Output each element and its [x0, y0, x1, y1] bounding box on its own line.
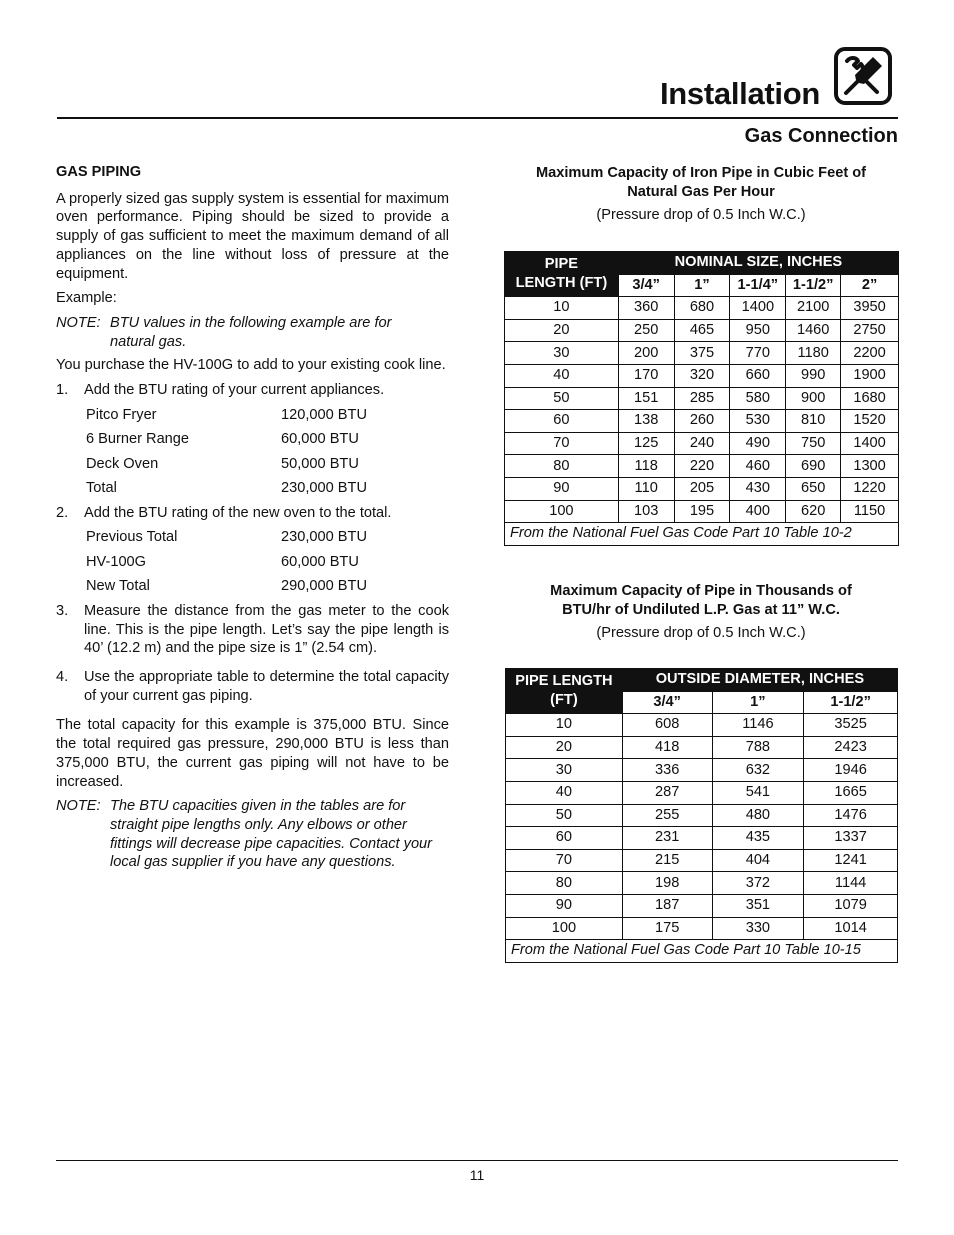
- item-name: Total: [86, 480, 117, 497]
- capacity-cell: 138: [618, 410, 674, 433]
- item-value: 230,000 BTU: [281, 529, 367, 546]
- item-name: HV-100G: [86, 553, 147, 570]
- capacity-cell: 660: [730, 364, 786, 387]
- purchase-paragraph: You purchase the HV-100G to add to your existing cook line.: [56, 357, 446, 374]
- table-row: [505, 364, 899, 387]
- capacity-cell: 151: [618, 387, 674, 410]
- capacity-cell: 1520: [841, 410, 899, 433]
- capacity-cell: 580: [730, 387, 786, 410]
- capacity-cell: 950: [730, 319, 786, 342]
- capacity-cell: 810: [786, 410, 841, 433]
- capacity-cell: 900: [786, 387, 841, 410]
- table-2-source-note: From the National Fuel Gas Code Part 10 Table 10-15: [506, 940, 898, 963]
- iron-pipe-capacity-table: [504, 251, 899, 546]
- capacity-cell: 1680: [841, 387, 899, 410]
- list-item: [86, 455, 367, 480]
- capacity-cell: 220: [674, 455, 730, 478]
- pipe-length-cell: 50: [505, 387, 619, 410]
- item-name: New Total: [86, 578, 150, 595]
- item-name: Previous Total: [86, 529, 178, 546]
- capacity-cell: 3525: [804, 714, 898, 737]
- capacity-cell: 1079: [804, 894, 898, 917]
- pipe-length-cell: 90: [506, 894, 623, 917]
- current-appliances-list: [86, 406, 367, 504]
- item-value: 120,000 BTU: [281, 406, 367, 423]
- capacity-cell: 2750: [841, 319, 899, 342]
- item-name: Deck Oven: [86, 455, 159, 472]
- capacity-cell: 650: [786, 477, 841, 500]
- list-item: [86, 479, 367, 504]
- capacity-cell: 1220: [841, 477, 899, 500]
- step-3: [56, 602, 449, 658]
- capacity-cell: 118: [618, 455, 674, 478]
- table-row: [505, 477, 899, 500]
- capacity-cell: 1400: [841, 432, 899, 455]
- step-4: [56, 668, 449, 705]
- section-title: Gas Connection: [744, 125, 898, 147]
- table-row: [506, 804, 898, 827]
- list-item: [86, 553, 367, 578]
- capacity-cell: 287: [622, 781, 712, 804]
- step-2-text: Add the BTU rating of the new oven to the total.: [84, 504, 392, 521]
- capacity-cell: 2100: [786, 297, 841, 320]
- capacity-cell: 460: [730, 455, 786, 478]
- pipe-length-cell: 50: [506, 804, 623, 827]
- capacity-cell: 215: [622, 849, 712, 872]
- table-1-size-header: 1-1/2”: [786, 274, 841, 297]
- capacity-cell: 285: [674, 387, 730, 410]
- capacity-cell: 110: [618, 477, 674, 500]
- capacity-cell: 1946: [804, 759, 898, 782]
- capacity-cell: 1460: [786, 319, 841, 342]
- step-2-number: 2.: [56, 504, 69, 521]
- table-1-size-header: 1”: [674, 274, 730, 297]
- step-4-number: 4.: [56, 669, 69, 686]
- step-3-number: 3.: [56, 602, 69, 619]
- capacity-cell: 530: [730, 410, 786, 433]
- pipe-length-cell: 40: [505, 364, 619, 387]
- capacity-cell: 330: [712, 917, 804, 940]
- capacity-cell: 231: [622, 827, 712, 850]
- table-row: [506, 781, 898, 804]
- capacity-cell: 400: [730, 500, 786, 523]
- capacity-cell: 1300: [841, 455, 899, 478]
- lp-gas-capacity-table: [505, 668, 898, 963]
- capacity-cell: 1241: [804, 849, 898, 872]
- list-item: [86, 528, 367, 553]
- table-row: [505, 342, 899, 365]
- capacity-cell: 195: [674, 500, 730, 523]
- capacity-cell: 1476: [804, 804, 898, 827]
- table-2-caption: Maximum Capacity of Pipe in Thousands of BTU/hr of Undiluted L.P. Gas at 11” W.C.: [550, 583, 852, 618]
- note-1-text: BTU values in the following example are for natural gas.: [110, 314, 392, 350]
- capacity-cell: 2200: [841, 342, 899, 365]
- item-name: 6 Burner Range: [86, 431, 190, 448]
- table-1-caption-block: [503, 164, 899, 225]
- capacity-cell: 255: [622, 804, 712, 827]
- table-1-subcaption: (Pressure drop of 0.5 Inch W.C.): [596, 207, 806, 223]
- capacity-cell: 198: [622, 872, 712, 895]
- capacity-cell: 360: [618, 297, 674, 320]
- capacity-cell: 351: [712, 894, 804, 917]
- capacity-cell: 250: [618, 319, 674, 342]
- capacity-cell: 170: [618, 364, 674, 387]
- table-2-caption-block: [503, 582, 899, 643]
- capacity-cell: 435: [712, 827, 804, 850]
- table-row: [506, 917, 898, 940]
- table-2-size-header: 1”: [712, 691, 804, 714]
- table-1-size-header: 3/4”: [618, 274, 674, 297]
- table-row: [506, 894, 898, 917]
- capacity-cell: 103: [618, 500, 674, 523]
- step-3-text: Measure the distance from the gas meter to the cook line. This is the pipe length. Let’s say the pipe length is 40’ (12.2 m) and the pipe size is 1” (2.54 cm).: [84, 602, 449, 657]
- table-row: [506, 849, 898, 872]
- table-row: [506, 714, 898, 737]
- pipe-length-cell: 20: [506, 736, 623, 759]
- table-row: [505, 319, 899, 342]
- table-row: [505, 387, 899, 410]
- pipe-length-cell: 70: [505, 432, 619, 455]
- capacity-cell: 1014: [804, 917, 898, 940]
- pipe-length-cell: 70: [506, 849, 623, 872]
- page-title: Installation: [659, 76, 820, 111]
- footer-rule: [56, 1160, 898, 1161]
- capacity-cell: 320: [674, 364, 730, 387]
- item-value: 290,000 BTU: [281, 578, 367, 595]
- step-1: [56, 381, 449, 400]
- capacity-cell: 187: [622, 894, 712, 917]
- capacity-cell: 480: [712, 804, 804, 827]
- pipe-length-cell: 10: [505, 297, 619, 320]
- capacity-cell: 240: [674, 432, 730, 455]
- pipe-length-cell: 30: [505, 342, 619, 365]
- capacity-cell: 260: [674, 410, 730, 433]
- table-1-size-header: 2”: [841, 274, 899, 297]
- list-item: [86, 430, 367, 455]
- item-value: 230,000 BTU: [281, 480, 367, 497]
- capacity-cell: 1146: [712, 714, 804, 737]
- header-rule: [57, 117, 898, 119]
- capacity-cell: 1337: [804, 827, 898, 850]
- note-1: [56, 314, 449, 351]
- pipe-length-cell: 60: [506, 827, 623, 850]
- pipe-length-cell: 10: [506, 714, 623, 737]
- capacity-cell: 990: [786, 364, 841, 387]
- table-1-size-header: 1-1/4”: [730, 274, 786, 297]
- table-row: [506, 736, 898, 759]
- table-row: [505, 432, 899, 455]
- page-number: 11: [469, 1167, 485, 1183]
- note-2-label: NOTE:: [56, 798, 101, 815]
- capacity-cell: 404: [712, 849, 804, 872]
- table-1-col-pipe-length: PIPE LENGTH (FT): [505, 252, 619, 297]
- pipe-length-cell: 30: [506, 759, 623, 782]
- capacity-cell: 375: [674, 342, 730, 365]
- capacity-cell: 372: [712, 872, 804, 895]
- new-total-list: [86, 528, 367, 602]
- capacity-cell: 788: [712, 736, 804, 759]
- table-2-group-header: OUTSIDE DIAMETER, INCHES: [622, 669, 897, 692]
- intro-paragraph: A properly sized gas supply system is essential for maximum oven performance. Piping should be sized to provide a supply of gas sufficient to meet the maximum demand of all appliances on the line without loss of pressure at the equipment.: [56, 190, 449, 282]
- table-row: [506, 872, 898, 895]
- total-paragraph: The total capacity for this example is 375,000 BTU. Since the total required gas pressure, 290,000 BTU is less than 375,000 BTU, the current gas piping will not have to be increased.: [56, 717, 449, 790]
- capacity-cell: 125: [618, 432, 674, 455]
- note-2: [56, 797, 449, 872]
- table-row: [505, 410, 899, 433]
- table-2-col-pipe-length: PIPE LENGTH (FT): [506, 669, 623, 714]
- capacity-cell: 1150: [841, 500, 899, 523]
- item-name: Pitco Fryer: [86, 406, 157, 423]
- table-row: [506, 759, 898, 782]
- capacity-cell: 632: [712, 759, 804, 782]
- pipe-length-cell: 80: [505, 455, 619, 478]
- capacity-cell: 1400: [730, 297, 786, 320]
- table-1-caption: Maximum Capacity of Iron Pipe in Cubic Feet of Natural Gas Per Hour: [535, 165, 867, 200]
- note-2-text: The BTU capacities given in the tables are for straight pipe lengths only. Any elbows or other fittings will decrease pipe capacities. Contact your local gas supplier if you have any questions.: [110, 798, 433, 871]
- gas-piping-heading: GAS PIPING: [56, 164, 142, 180]
- capacity-cell: 1180: [786, 342, 841, 365]
- pipe-length-cell: 90: [505, 477, 619, 500]
- table-2-size-header: 3/4”: [622, 691, 712, 714]
- item-value: 60,000 BTU: [281, 431, 359, 448]
- table-row: [506, 827, 898, 850]
- table-1-group-header: NOMINAL SIZE, INCHES: [618, 252, 898, 275]
- table-2-size-header: 1-1/2”: [804, 691, 898, 714]
- step-4-text: Use the appropriate table to determine the total capacity of your current gas piping.: [84, 669, 449, 704]
- wrench-screwdriver-icon: [833, 46, 893, 106]
- capacity-cell: 541: [712, 781, 804, 804]
- pipe-length-cell: 60: [505, 410, 619, 433]
- table-2-subcaption: (Pressure drop of 0.5 Inch W.C.): [596, 625, 806, 641]
- capacity-cell: 1900: [841, 364, 899, 387]
- pipe-length-cell: 80: [506, 872, 623, 895]
- capacity-cell: 336: [622, 759, 712, 782]
- item-value: 60,000 BTU: [281, 553, 359, 570]
- capacity-cell: 200: [618, 342, 674, 365]
- list-item: [86, 577, 367, 602]
- example-label: Example:: [56, 290, 117, 307]
- capacity-cell: 680: [674, 297, 730, 320]
- capacity-cell: 1144: [804, 872, 898, 895]
- capacity-cell: 3950: [841, 297, 899, 320]
- pipe-length-cell: 20: [505, 319, 619, 342]
- capacity-cell: 690: [786, 455, 841, 478]
- table-row: [505, 297, 899, 320]
- item-value: 50,000 BTU: [281, 455, 359, 472]
- capacity-cell: 620: [786, 500, 841, 523]
- list-item: [86, 406, 367, 431]
- capacity-cell: 418: [622, 736, 712, 759]
- capacity-cell: 2423: [804, 736, 898, 759]
- step-1-number: 1.: [56, 382, 69, 399]
- pipe-length-cell: 100: [506, 917, 623, 940]
- pipe-length-cell: 100: [505, 500, 619, 523]
- capacity-cell: 750: [786, 432, 841, 455]
- step-1-text: Add the BTU rating of your current appliances.: [84, 382, 385, 399]
- capacity-cell: 490: [730, 432, 786, 455]
- capacity-cell: 205: [674, 477, 730, 500]
- capacity-cell: 430: [730, 477, 786, 500]
- capacity-cell: 175: [622, 917, 712, 940]
- table-1-source-note: From the National Fuel Gas Code Part 10 Table 10-2: [505, 523, 899, 546]
- capacity-cell: 770: [730, 342, 786, 365]
- capacity-cell: 465: [674, 319, 730, 342]
- capacity-cell: 1665: [804, 781, 898, 804]
- pipe-length-cell: 40: [506, 781, 623, 804]
- left-column: [56, 163, 449, 877]
- table-row: [505, 455, 899, 478]
- table-row: [505, 500, 899, 523]
- capacity-cell: 608: [622, 714, 712, 737]
- note-1-label: NOTE:: [56, 314, 101, 331]
- step-2: [56, 504, 449, 523]
